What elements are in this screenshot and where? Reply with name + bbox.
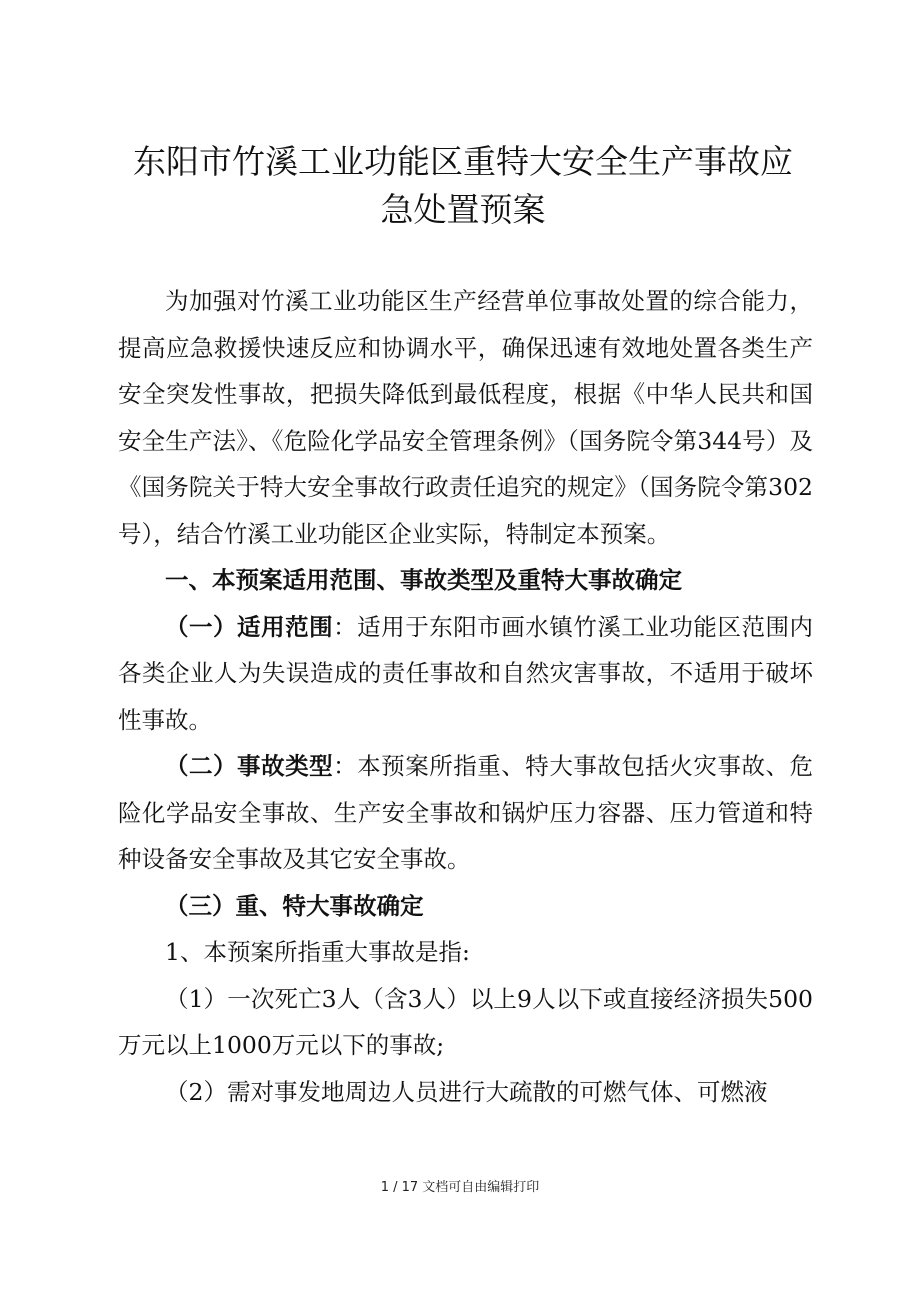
- list-item: 1、本预案所指重大事故是指:: [165, 938, 470, 966]
- scope-paragraph: [118, 604, 813, 744]
- scope-text: ：适用于东阳市画水镇竹溪工业功能区范围内各类企业人为失误造成的责任事故和自然灾害事故，不适用于破坏性事故。: [118, 612, 814, 734]
- intro-paragraph: 为加强对竹溪工业功能区生产经营单位事故处置的综合能力，提高应急救援快速反应和协调水平，确保迅速有效地处置各类生产安全突发性事故，把损失降低到最低程度，根据《中华人民共和国安全生产法》、《危险化学品安全管理条例》（国务院令第344号）及《国务院关于特大安全事故行政责任追究的规定》（国务院令第302号），结合竹溪工业功能区企业实际，特制定本预案。: [118, 287, 813, 548]
- list-item: （2）需对事发地周边人员进行大疏散的可燃气体、可燃液: [165, 1077, 768, 1106]
- document-title: 东阳市竹溪工业功能区重特大安全生产事故应急处置预案: [133, 142, 793, 229]
- page-footer: 1 / 17 文档可自由编辑打印: [380, 1180, 540, 1195]
- determination-heading: （三）重、特大事故确定: [165, 891, 424, 920]
- types-paragraph: [118, 743, 813, 883]
- document-body: [118, 278, 813, 1115]
- types-text: ：本预案所指重、特大事故包括火灾事故、危险化学品安全事故、生产安全事故和锅炉压力容器、压力管道和特种设备安全事故及其它安全事故。: [118, 752, 814, 873]
- types-label: （二）事故类型: [165, 752, 334, 780]
- scope-label: （一）适用范围: [165, 612, 334, 641]
- section-heading: 一、本预案适用范围、事故类型及重特大事故确定: [165, 566, 682, 594]
- list-item: （1）一次死亡3人（含3人）以上9人以下或直接经济损失500万元以上1000万元以下的事故;: [118, 984, 813, 1059]
